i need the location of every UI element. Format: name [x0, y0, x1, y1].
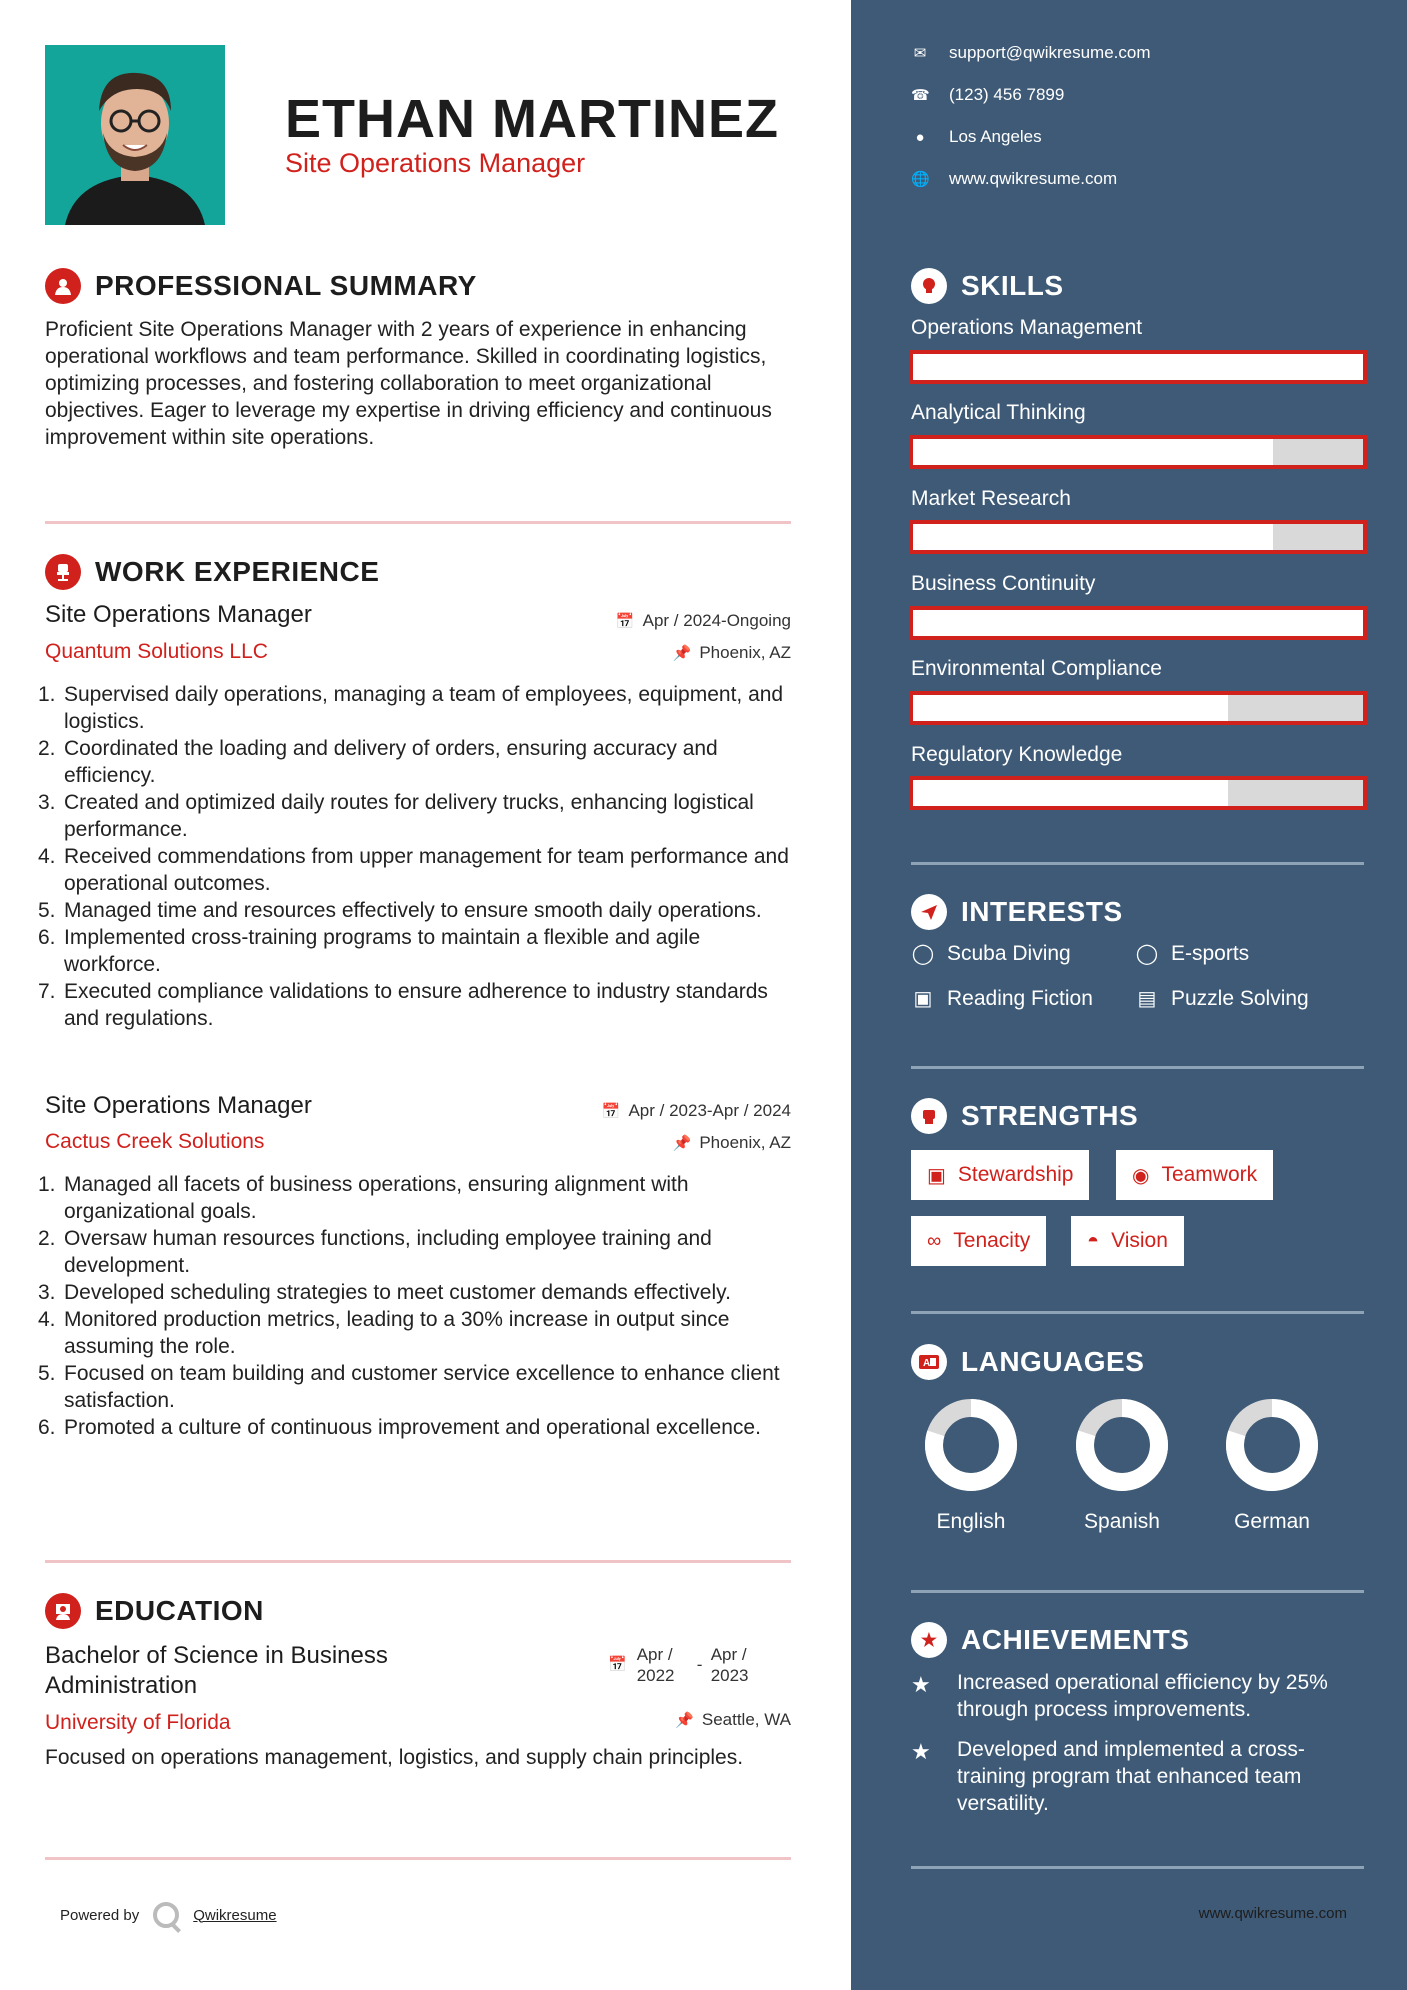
job-duties-list	[38, 1171, 798, 1441]
work-header	[45, 554, 379, 590]
interest-item	[911, 986, 1093, 1011]
contact-email-text: support@qwikresume.com	[949, 43, 1151, 62]
strength-label: Stewardship	[957, 1163, 1074, 1186]
interest-item	[1135, 941, 1249, 966]
pin-icon: 📌	[672, 645, 692, 662]
school-name: University of Florida	[45, 1711, 231, 1734]
calendar-icon: 📅	[601, 1103, 621, 1120]
star-icon: ★	[911, 1672, 931, 1697]
skill-label: Business Continuity	[911, 572, 1096, 595]
strength-label: Teamwork	[1161, 1163, 1258, 1186]
qwikresume-link[interactable]: Qwikresume	[193, 1906, 277, 1924]
section-divider	[45, 1560, 791, 1563]
calendar-icon: 📅	[608, 1656, 627, 1673]
star-icon: ★	[911, 1739, 931, 1764]
contact-website[interactable]	[911, 169, 1117, 189]
list-item: 2. Coordinated the loading and delivery of orders, ensuring accuracy and efficiency.	[38, 737, 718, 787]
education-dates: 📅 Apr / 2022 - Apr / 2023	[608, 1644, 761, 1686]
job-location-text: Phoenix, AZ	[699, 643, 791, 662]
powered-by	[60, 1902, 277, 1928]
education-start-date: Apr / 2022	[636, 1645, 675, 1685]
qwikresume-logo-icon	[153, 1902, 179, 1928]
translate-icon	[911, 1344, 947, 1380]
skill-bar	[909, 520, 1367, 554]
achievement-text: Increased operational efficiency by 25% through process improvements.	[957, 1671, 1328, 1721]
section-divider	[911, 1866, 1364, 1869]
skill-bar	[909, 435, 1367, 469]
graduate-icon	[45, 1593, 81, 1629]
achievements-header	[911, 1622, 1189, 1658]
list-item: 5. Managed time and resources effectively to ensure smooth daily operations.	[38, 899, 762, 922]
strength-chip	[1071, 1216, 1184, 1266]
language-label: German	[1234, 1510, 1310, 1533]
skill-label: Operations Management	[911, 316, 1143, 339]
job-company: Cactus Creek Solutions	[45, 1130, 265, 1153]
achievement-text: Developed and implemented a cross-training program that enhanced team versatility.	[957, 1738, 1305, 1815]
strengths-heading: STRENGTHS	[961, 1100, 1139, 1131]
education-heading: EDUCATION	[95, 1595, 264, 1626]
strength-chip	[911, 1216, 1046, 1266]
sidebar	[851, 0, 1407, 1990]
lightbulb-icon	[911, 268, 947, 304]
interest-label: Reading Fiction	[947, 986, 1093, 1010]
contact-location	[911, 127, 1042, 147]
skill-bar	[909, 350, 1367, 384]
language-gauge	[1075, 1398, 1169, 1492]
job-title: Site Operations Manager	[45, 601, 312, 628]
list-item: 1. Supervised daily operations, managing a team of employees, equipment, and logistics.	[38, 683, 784, 733]
list-item: 6. Promoted a culture of continuous improvement and operational excellence.	[38, 1416, 761, 1439]
list-item: 3. Developed scheduling strategies to meet customer demands effectively.	[38, 1281, 731, 1304]
pin-icon: 📌	[672, 1135, 692, 1152]
candidate-name: ETHAN MARTINEZ	[285, 89, 779, 149]
job-date-text: Apr / 2024-Ongoing	[642, 611, 791, 630]
languages-header	[911, 1344, 1144, 1380]
job-location-text: Phoenix, AZ	[699, 1133, 791, 1152]
achievement-item	[911, 1669, 1371, 1723]
contact-location-text: Los Angeles	[949, 127, 1042, 146]
strength-label: Vision	[1111, 1229, 1168, 1252]
section-divider	[911, 1311, 1364, 1314]
degree-title: Bachelor of Science in Business Administration	[45, 1642, 388, 1699]
star-badge-icon: ★	[911, 1622, 947, 1658]
achievements-heading: ACHIEVEMENTS	[961, 1624, 1190, 1655]
fist-icon	[911, 1098, 947, 1134]
summary-heading: PROFESSIONAL SUMMARY	[95, 270, 477, 301]
list-item: 6. Implemented cross-training programs to maintain a flexible and agile workforce.	[38, 926, 701, 976]
list-item: 3. Created and optimized daily routes for delivery trucks, enhancing logistical performance.	[38, 791, 754, 841]
briefcase-icon: ▣	[927, 1164, 946, 1187]
summary-text: Proficient Site Operations Manager with 2 years of experience in enhancing operational workflows and team performance. Skilled in coordinating logistics, optimizing processes, and fostering collaboration to meet organizational objectives. Eager to leverage my expertise in driving efficiency and continuous improvement within site operations.	[45, 318, 772, 449]
interest-item	[1135, 986, 1309, 1011]
strength-chip	[911, 1150, 1089, 1200]
list-item: 4. Received commendations from upper management for team performance and operational outcomes.	[38, 845, 789, 895]
link-icon: ∞	[927, 1229, 942, 1252]
education-header	[45, 1593, 264, 1629]
powered-by-label: Powered by	[60, 1906, 140, 1924]
list-item: 5. Focused on team building and customer service excellence to enhance client satisfaction.	[38, 1362, 780, 1412]
languages-heading: LANGUAGES	[961, 1346, 1145, 1377]
binoculars-icon: ◓	[1087, 1229, 1100, 1252]
education-end-date: Apr / 2023	[710, 1645, 749, 1685]
interests-header	[911, 894, 1123, 930]
list-item: 4. Monitored production metrics, leading to a 30% increase in output since assuming the role.	[38, 1308, 730, 1358]
book-icon: ▤	[1137, 988, 1157, 1010]
education-location-text: Seattle, WA	[701, 1710, 791, 1729]
section-divider	[45, 521, 791, 524]
language-item	[911, 1398, 1031, 1534]
user-icon	[45, 268, 81, 304]
office-chair-icon	[45, 554, 81, 590]
interest-label: Scuba Diving	[947, 941, 1071, 965]
skill-label: Environmental Compliance	[911, 657, 1162, 680]
work-heading: WORK EXPERIENCE	[95, 556, 380, 587]
section-divider	[911, 1590, 1364, 1593]
calendar-icon: 📅	[615, 613, 635, 630]
job-date-text: Apr / 2023-Apr / 2024	[628, 1101, 791, 1120]
users-icon: ◉	[1132, 1164, 1150, 1187]
skills-heading: SKILLS	[961, 270, 1064, 301]
map-marker-icon: ●	[915, 128, 925, 146]
interest-label: E-sports	[1171, 941, 1250, 965]
achievement-item	[911, 1736, 1371, 1817]
job-date	[602, 1101, 791, 1121]
language-gauge	[1225, 1398, 1319, 1492]
education-location	[675, 1710, 791, 1730]
language-label: English	[936, 1510, 1006, 1533]
contact-website-text: www.qwikresume.com	[949, 169, 1118, 188]
skill-bar	[909, 691, 1367, 725]
job-company: Quantum Solutions LLC	[45, 640, 268, 663]
phone-icon: ☎	[911, 87, 930, 104]
section-divider	[911, 1066, 1364, 1069]
strengths-header	[911, 1098, 1138, 1134]
list-item: 7. Executed compliance validations to ensure adherence to industry standards and regulations.	[38, 980, 768, 1030]
contact-phone[interactable]	[911, 85, 1064, 105]
job-date	[616, 611, 791, 631]
candidate-title: Site Operations Manager	[285, 148, 586, 178]
education-description: Focused on operations management, logistics, and supply chain principles.	[45, 1746, 744, 1769]
profile-photo	[45, 45, 225, 225]
interests-heading: INTERESTS	[961, 896, 1123, 927]
pin-icon: 📌	[675, 1712, 694, 1729]
language-item	[1062, 1398, 1182, 1534]
skill-label: Analytical Thinking	[911, 401, 1086, 424]
section-divider	[911, 862, 1364, 865]
job-location	[673, 1133, 791, 1153]
interest-label: Puzzle Solving	[1171, 986, 1309, 1010]
skill-bar	[909, 606, 1367, 640]
svg-text:A: A	[923, 1358, 931, 1369]
strength-chip	[1116, 1150, 1273, 1200]
strength-label: Tenacity	[953, 1229, 1031, 1252]
footer-website[interactable]: www.qwikresume.com	[1198, 1905, 1347, 1922]
contact-phone-text: (123) 456 7899	[949, 85, 1065, 104]
envelope-icon: ✉	[913, 45, 927, 62]
gamepad-icon: ▣	[913, 988, 933, 1010]
interest-item	[911, 941, 1071, 966]
language-item	[1212, 1398, 1332, 1534]
language-gauge	[924, 1398, 1018, 1492]
job-location	[673, 643, 791, 663]
job-duties-list	[38, 681, 798, 1032]
lifebuoy-icon: ◯	[911, 943, 935, 965]
list-item: 1. Managed all facets of business operations, ensuring alignment with organizational goals.	[38, 1173, 689, 1223]
skills-header	[911, 268, 1064, 304]
globe-icon: 🌐	[911, 171, 930, 188]
summary-header	[45, 268, 477, 304]
language-label: Spanish	[1084, 1510, 1160, 1533]
skill-label: Market Research	[911, 487, 1071, 510]
paper-plane-icon	[911, 894, 947, 930]
lifebuoy-icon: ◯	[1135, 943, 1159, 965]
job-title: Site Operations Manager	[45, 1092, 312, 1119]
contact-email[interactable]	[911, 43, 1151, 63]
list-item: 2. Oversaw human resources functions, including employee training and development.	[38, 1227, 712, 1277]
skill-bar	[909, 776, 1367, 810]
section-divider	[45, 1857, 791, 1860]
skill-label: Regulatory Knowledge	[911, 743, 1123, 766]
